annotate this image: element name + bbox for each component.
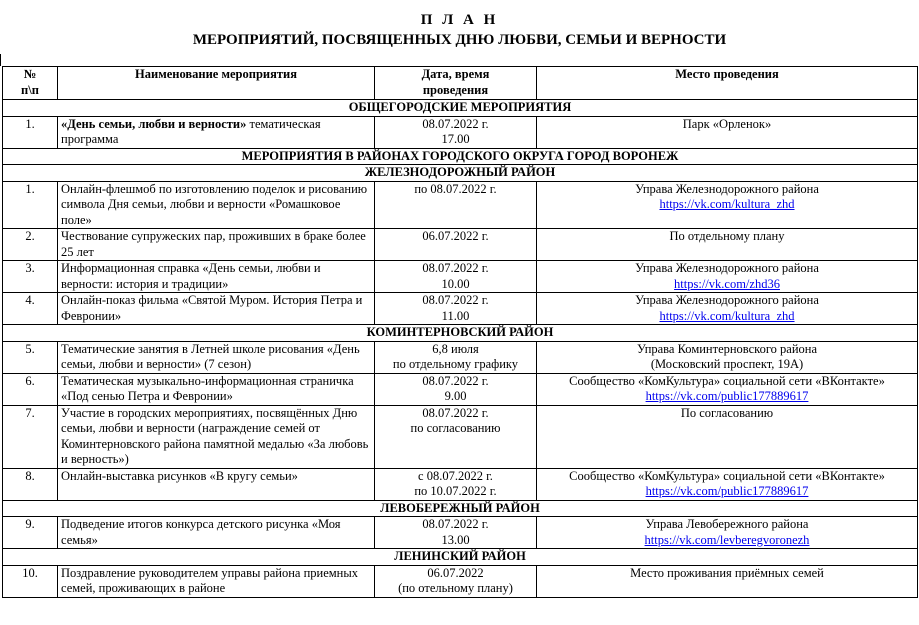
table-header-row	[3, 67, 918, 100]
table-row	[3, 116, 918, 148]
row-place: По отдельному плану	[537, 229, 918, 261]
row-date: 08.07.2022 г. по согласованию	[375, 405, 537, 468]
row-place: Управа Левобережного района https://vk.com/levberegvoronezh	[537, 517, 918, 549]
margin-marker	[0, 54, 1, 66]
row-place: Управа Железнодорожного района https://vk.com/kultura_zhd	[537, 293, 918, 325]
row-place: Управа Железнодорожного района https://vk.com/kultura_zhd	[537, 181, 918, 229]
row-place: Управа Коминтерновского района (Московский проспект, 19А)	[537, 341, 918, 373]
section-levober: ЛЕВОБЕРЕЖНЫЙ РАЙОН	[3, 500, 918, 517]
table-row	[3, 373, 918, 405]
section-city: ОБЩЕГОРОДСКИЕ МЕРОПРИЯТИЯ	[3, 100, 918, 117]
vk-link[interactable]: https://vk.com/public177889617	[645, 484, 809, 498]
vk-link[interactable]: https://vk.com/kultura_zhd	[659, 197, 795, 211]
document-title: П Л А Н	[420, 12, 499, 28]
vk-link[interactable]: https://vk.com/zhd36	[674, 276, 780, 291]
section-row	[3, 100, 918, 117]
row-date: 08.07.2022 г. 10.00	[375, 261, 537, 293]
row-event-name: Онлайн-выставка рисунков «В кругу семьи»	[58, 468, 375, 500]
header-date: Дата, время проведения	[375, 67, 537, 100]
row-place: Парк «Орленок»	[537, 116, 918, 148]
row-date: по 08.07.2022 г.	[375, 181, 537, 229]
row-event-name: Тематические занятия в Летней школе рисования «День семьи, любви и верности» (7 сезон)	[58, 341, 375, 373]
row-date: 08.07.2022 г. 13.00	[375, 517, 537, 549]
section-row	[3, 148, 918, 165]
row-number: 5.	[3, 341, 58, 373]
row-event-name: «День семьи, любви и верности» тематическая программа	[58, 116, 375, 148]
section-row	[3, 165, 918, 182]
row-event-name: Онлайн-флешмоб по изготовлению поделок и рисованию символа Дня семьи, любви и верности «Ромашковое поле»	[58, 181, 375, 229]
table-row	[3, 229, 918, 261]
row-number: 4.	[3, 293, 58, 325]
section-zhd: ЖЕЛЕЗНОДОРОЖНЫЙ РАЙОН	[3, 165, 918, 182]
row-date: 08.07.2022 г. 9.00	[375, 373, 537, 405]
table-row	[3, 293, 918, 325]
row-event-name: Подведение итогов конкурса детского рисунка «Моя семья»	[58, 517, 375, 549]
table-row	[3, 468, 918, 500]
header-place: Место проведения	[537, 67, 918, 100]
table-row	[3, 517, 918, 549]
vk-link[interactable]: https://vk.com/levberegvoronezh	[644, 532, 810, 547]
row-event-name: Информационная справка «День семьи, любви и верности: история и традиции»	[58, 261, 375, 293]
vk-link[interactable]: https://vk.com/public177889617	[645, 389, 809, 403]
row-date: 06.07.2022 (по отельному плану)	[375, 565, 537, 597]
header-number: № п\п	[3, 67, 58, 100]
row-number: 3.	[3, 261, 58, 293]
section-lenin: ЛЕНИНСКИЙ РАЙОН	[3, 549, 918, 566]
events-table	[2, 66, 918, 598]
document-subtitle: МЕРОПРИЯТИЙ, ПОСВЯЩЕННЫХ ДНЮ ЛЮБВИ, СЕМЬИ И ВЕРНОСТИ	[192, 32, 727, 48]
row-date: с 08.07.2022 г. по 10.07.2022 г.	[375, 468, 537, 500]
section-districts: МЕРОПРИЯТИЯ В РАЙОНАХ ГОРОДСКОГО ОКРУГА ГОРОД ВОРОНЕЖ	[3, 148, 918, 165]
row-number: 1.	[3, 181, 58, 229]
row-date: 08.07.2022 г. 17.00	[375, 116, 537, 148]
row-event-name: Тематическая музыкально-информационная страничка «Под сенью Петра и Февронии»	[58, 373, 375, 405]
section-komintern: КОМИНТЕРНОВСКИЙ РАЙОН	[3, 325, 918, 342]
section-row	[3, 325, 918, 342]
section-row	[3, 500, 918, 517]
row-place: По согласованию	[537, 405, 918, 468]
vk-link[interactable]: https://vk.com/kultura_zhd	[659, 308, 795, 323]
row-date: 06.07.2022 г.	[375, 229, 537, 261]
row-number: 9.	[3, 517, 58, 549]
row-place: Место проживания приёмных семей	[537, 565, 918, 597]
row-place: Сообщество «КомКультура» социальной сети «ВКонтакте» https://vk.com/public177889617	[537, 468, 918, 500]
table-row	[3, 341, 918, 373]
row-event-name: Участие в городских мероприятиях, посвящённых Дню семьи, любви и верности (награждение семей от Коминтерновского района памятной медалью «За любовь и верность»)	[58, 405, 375, 468]
row-event-name: Чествование супружеских пар, проживших в браке более 25 лет	[58, 229, 375, 261]
row-number: 2.	[3, 229, 58, 261]
header-event-name: Наименование мероприятия	[58, 67, 375, 100]
row-event-name: Онлайн-показ фильма «Святой Муром. История Петра и Февронии»	[58, 293, 375, 325]
section-row	[3, 549, 918, 566]
row-place: Управа Железнодорожного района https://vk.com/zhd36	[537, 261, 918, 293]
row-number: 1.	[3, 116, 58, 148]
row-number: 10.	[3, 565, 58, 597]
row-date: 6,8 июля по отдельному графику	[375, 341, 537, 373]
row-number: 7.	[3, 405, 58, 468]
table-row	[3, 565, 918, 597]
table-row	[3, 405, 918, 468]
row-event-name: Поздравление руководителем управы района приемных семей, проживающих в районе	[58, 565, 375, 597]
table-row	[3, 181, 918, 229]
row-number: 6.	[3, 373, 58, 405]
row-date: 08.07.2022 г. 11.00	[375, 293, 537, 325]
row-number: 8.	[3, 468, 58, 500]
table-row	[3, 261, 918, 293]
row-place: Сообщество «КомКультура» социальной сети «ВКонтакте» https://vk.com/public177889617	[537, 373, 918, 405]
